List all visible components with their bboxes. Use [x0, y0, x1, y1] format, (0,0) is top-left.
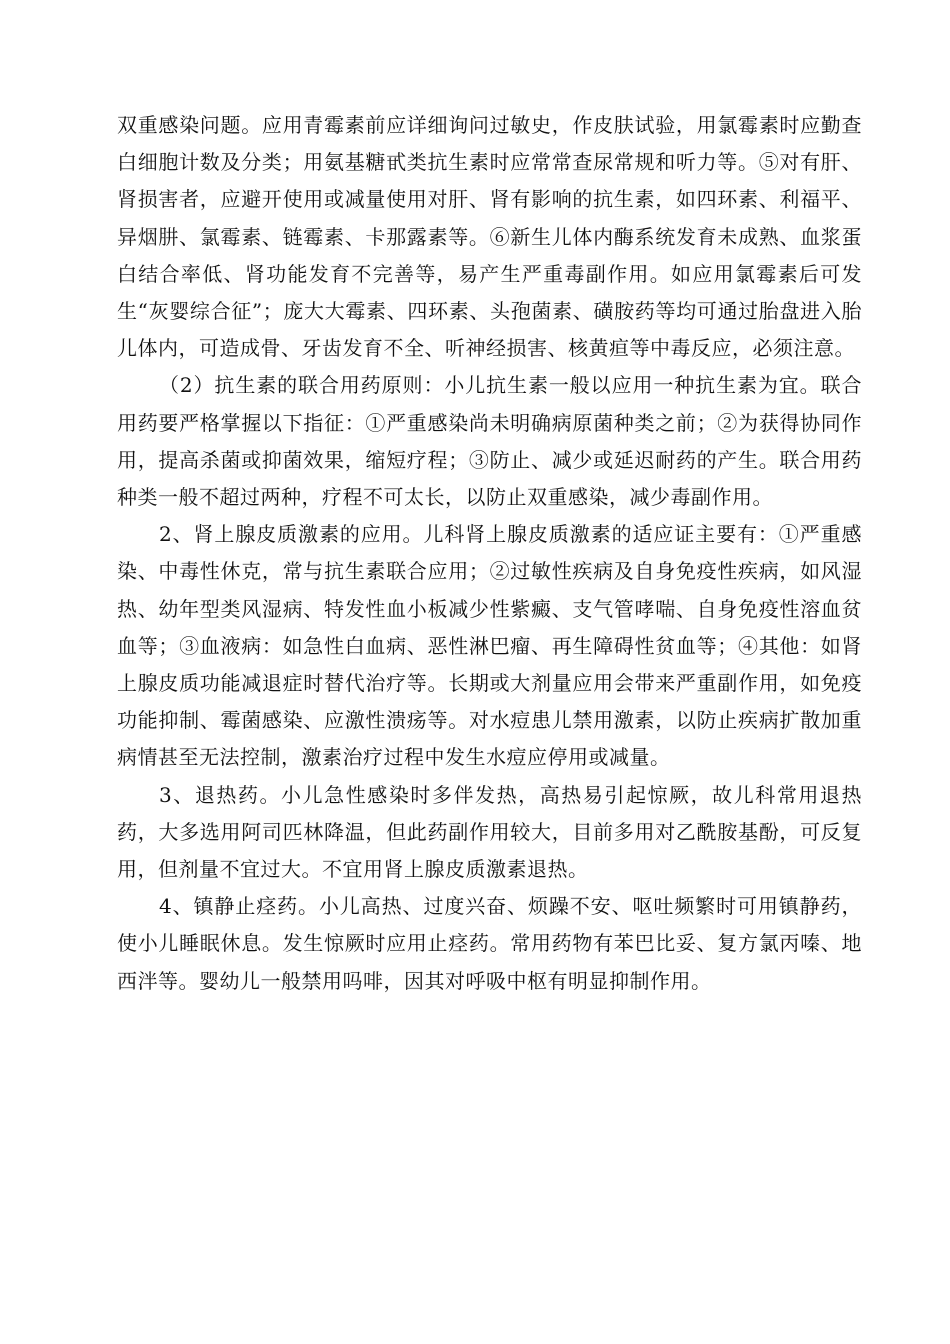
paragraph-combination-principle: （2）抗生素的联合用药原则：小儿抗生素一般以应用一种抗生素为宜。联合用药要严格掌握以下指征：①严重感染尚未明确病原菌种类之前；②为获得协同作用，提高杀菌或抑菌效果，缩短疗程；③防止、减少或延迟耐药的产生。联合用药种类一般不超过两种，疗程不可太长，以防止双重感染，减少毒副作用。 — [117, 373, 862, 510]
paragraph-corticosteroids: 2、肾上腺皮质激素的应用。儿科肾上腺皮质激素的适应证主要有：①严重感染、中毒性休克，常与抗生素联合应用；②过敏性疾病及自身免疫性疾病，如风湿热、幼年型类风湿病、特发性血小板减少性紫癜、支气管哮喘、自身免疫性溶血贫血等；③血液病：如急性白血病、恶性淋巴瘤、再生障碍性贫血等；④其他：如肾上腺皮质功能减退症时替代治疗等。长期或大剂量应用会带来严重副作用，如免疫功能抑制、霉菌感染、应激性溃疡等。对水痘患儿禁用激素，以防止疾病扩散加重病情甚至无法控制，激素治疗过程中发生水痘应停用或减量。 — [117, 522, 862, 770]
paragraph-antipyretics: 3、退热药。小儿急性感染时多伴发热，高热易引起惊厥，故儿科常用退热药，大多选用阿司匹林降温，但此药副作用较大，目前多用对乙酰胺基酚，可反复用，但剂量不宜过大。不宜用肾上腺皮质激素退热。 — [117, 782, 862, 882]
paragraph-infection-notes: 双重感染问题。应用青霉素前应详细询问过敏史，作皮肤试验，用氯霉素时应勤查白细胞计数及分类；用氨基糖甙类抗生素时应常常查尿常规和听力等。⑤对有肝、肾损害者，应避开使用或减量使用对肝、肾有影响的抗生素，如四环素、利福平、异烟肼、氯霉素、链霉素、卡那露素等。⑥新生儿体内酶系统发育未成熟、血浆蛋白结合率低、肾功能发育不完善等，易产生严重毒副作用。如应用氯霉素后可发生“灰婴综合征”；庞大大霉素、四环素、头孢菌素、磺胺药等均可通过胎盘进入胎儿体内，可造成骨、牙齿发育不全、听神经损害、核黄疸等中毒反应，必须注意。 — [117, 113, 862, 361]
paragraph-sedatives: 4、镇静止痉药。小儿高热、过度兴奋、烦躁不安、呕吐频繁时可用镇静药，使小儿睡眠休息。发生惊厥时应用止痉药。常用药物有苯巴比妥、复方氯丙嗪、地西泮等。婴幼儿一般禁用吗啡，因其对呼吸中枢有明显抑制作用。 — [117, 894, 862, 993]
document-page — [117, 107, 862, 1000]
